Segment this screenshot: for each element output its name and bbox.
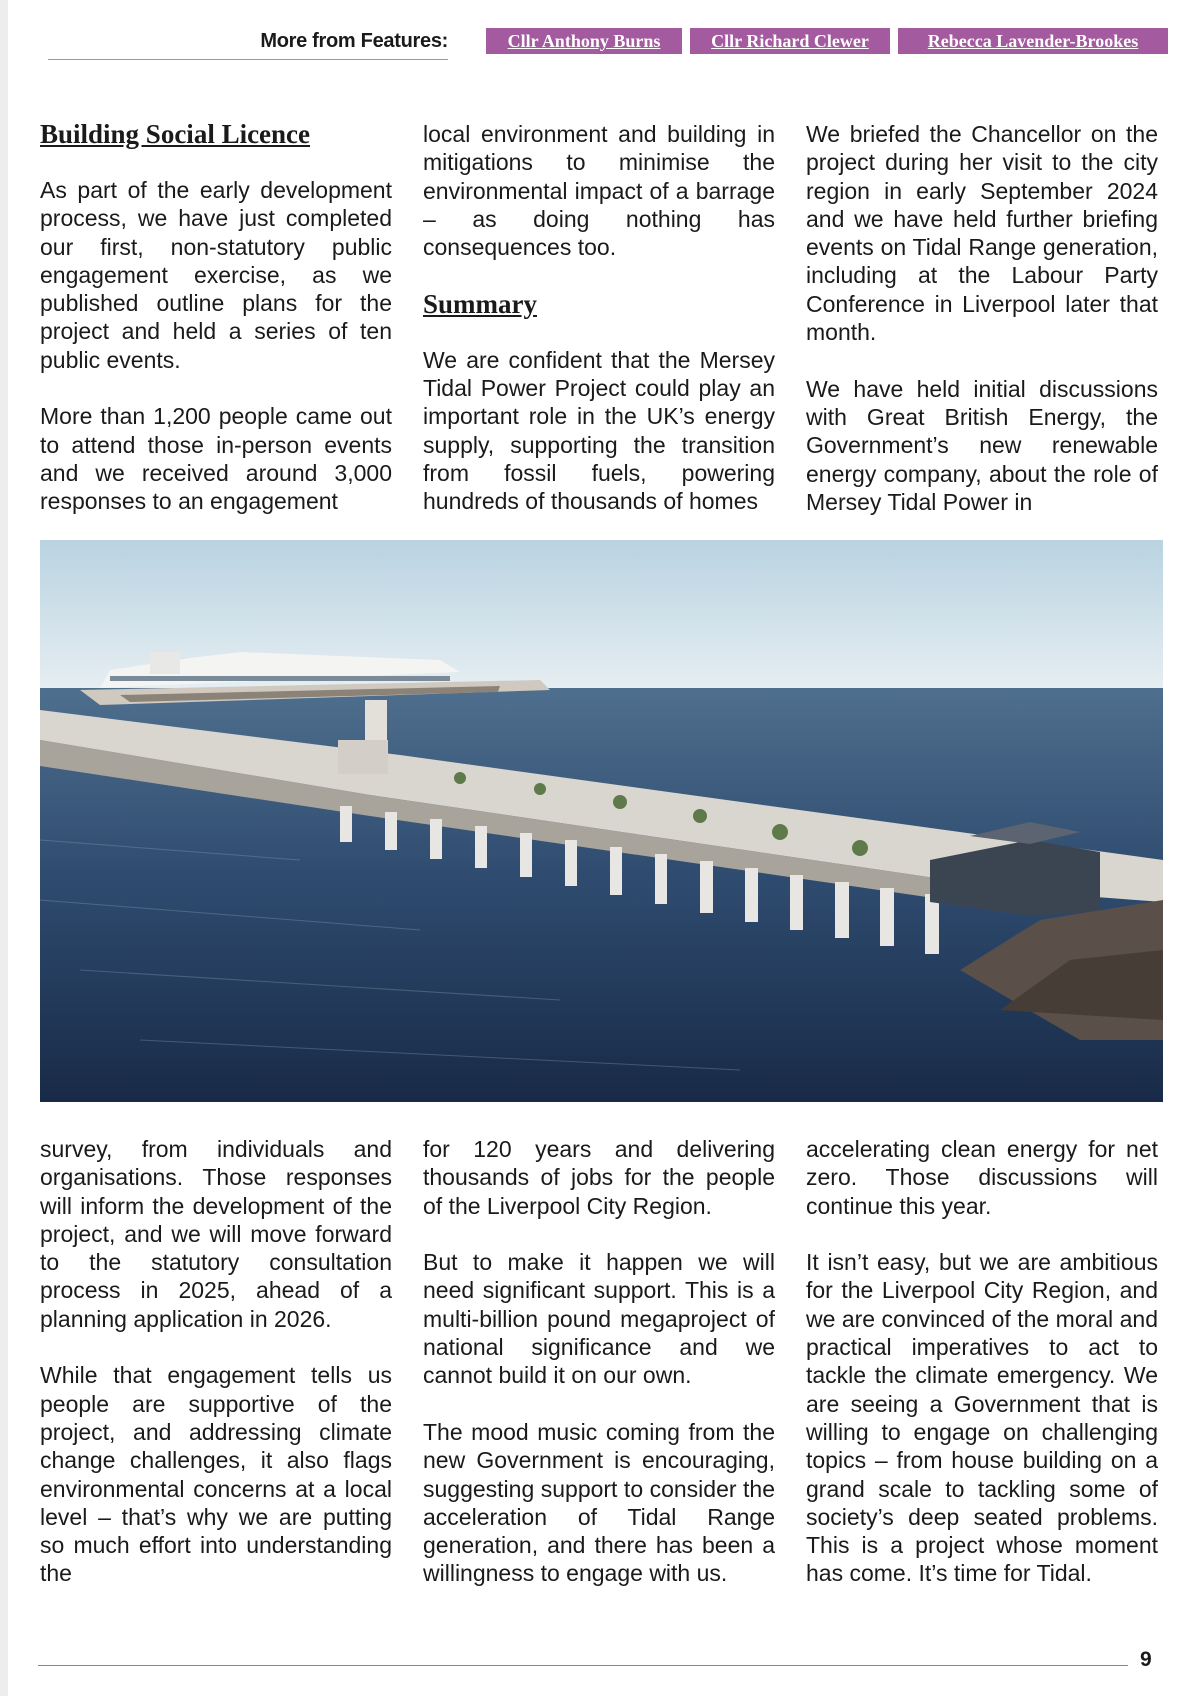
paragraph: While that engagement tells us people are supportive of the project, and addressing climate change challenges, it also flags environmental concerns at a local level – that’s why we are putting so much effort into understanding the [40, 1362, 392, 1587]
paragraph: As part of the early development process, we have just completed our first, non-statutory public engagement exercise, as we published outline plans for the project and held a series of ten public events. [40, 177, 392, 373]
tidal-barrage-image [40, 540, 1163, 1102]
page-edge [0, 0, 8, 1696]
paragraph: It isn’t easy, but we are ambitious for the Liverpool City Region, and we are convinced of the moral and practical imperatives to act to tackle the climate emergency. We are seeing a Government that is willing to engage on challenging topics – from house building on a grand scale to tackling some of society’s deep seated problems. This is a project whose moment has come. It’s time for Tidal. [806, 1249, 1158, 1587]
paragraph: We have held initial discussions with Great British Energy, the Government’s new renewable energy company, about the role of Mersey Tidal Power in [806, 375, 1158, 515]
top-column-2 [423, 120, 775, 515]
feature-link-richard-clewer[interactable]: Cllr Richard Clewer [690, 28, 890, 54]
more-from-features-label: More from Features: [48, 30, 448, 60]
page-number: 9 [1140, 1648, 1152, 1671]
bottom-column-2 [423, 1135, 775, 1595]
top-column-1 [40, 120, 392, 515]
section-heading-building-social-licence: Building Social Licence [40, 120, 311, 149]
paragraph: accelerating clean energy for net zero. Those discussions will continue this year. [806, 1136, 1158, 1219]
feature-link-rebecca-lavender-brookes[interactable]: Rebecca Lavender-Brookes [898, 28, 1168, 54]
paragraph: survey, from individuals and organisations. Those responses will inform the development of the project, and we will move forward to the statutory consultation process in 2025, ahead of a planning application in 2026. [40, 1136, 392, 1332]
paragraph: for 120 years and delivering thousands of jobs for the people of the Liverpool City Region. [423, 1136, 775, 1219]
bottom-column-1 [40, 1135, 392, 1595]
bottom-column-3 [806, 1135, 1158, 1595]
footer-divider [38, 1665, 1128, 1666]
paragraph: local environment and building in mitigations to minimise the environmental impact of a barrage – as doing nothing has consequences too. [423, 121, 775, 261]
paragraph: We are confident that the Mersey Tidal Power Project could play an important role in the UK’s energy supply, supporting the transition from fossil fuels, powering hundreds of thousands of homes [423, 346, 775, 515]
paragraph: The mood music coming from the new Government is encouraging, suggesting support to consider the acceleration of Tidal Range generation, and there has been a willingness to engage with us. [423, 1418, 775, 1587]
paragraph: We briefed the Chancellor on the project during her visit to the city region in early September 2024 and we have held further briefing events on Tidal Range generation, including at the Labour Party Conference in Liverpool later that month. [806, 121, 1158, 346]
paragraph: More than 1,200 people came out to attend those in-person events and we received around 3,000 responses to an engagement [40, 403, 392, 515]
feature-link-anthony-burns[interactable]: Cllr Anthony Burns [486, 28, 682, 54]
paragraph: But to make it happen we will need significant support. This is a multi-billion pound megaproject of national significance and we cannot build it on our own. [423, 1249, 775, 1389]
section-heading-summary: Summary [423, 288, 537, 319]
top-column-3 [806, 120, 1158, 515]
